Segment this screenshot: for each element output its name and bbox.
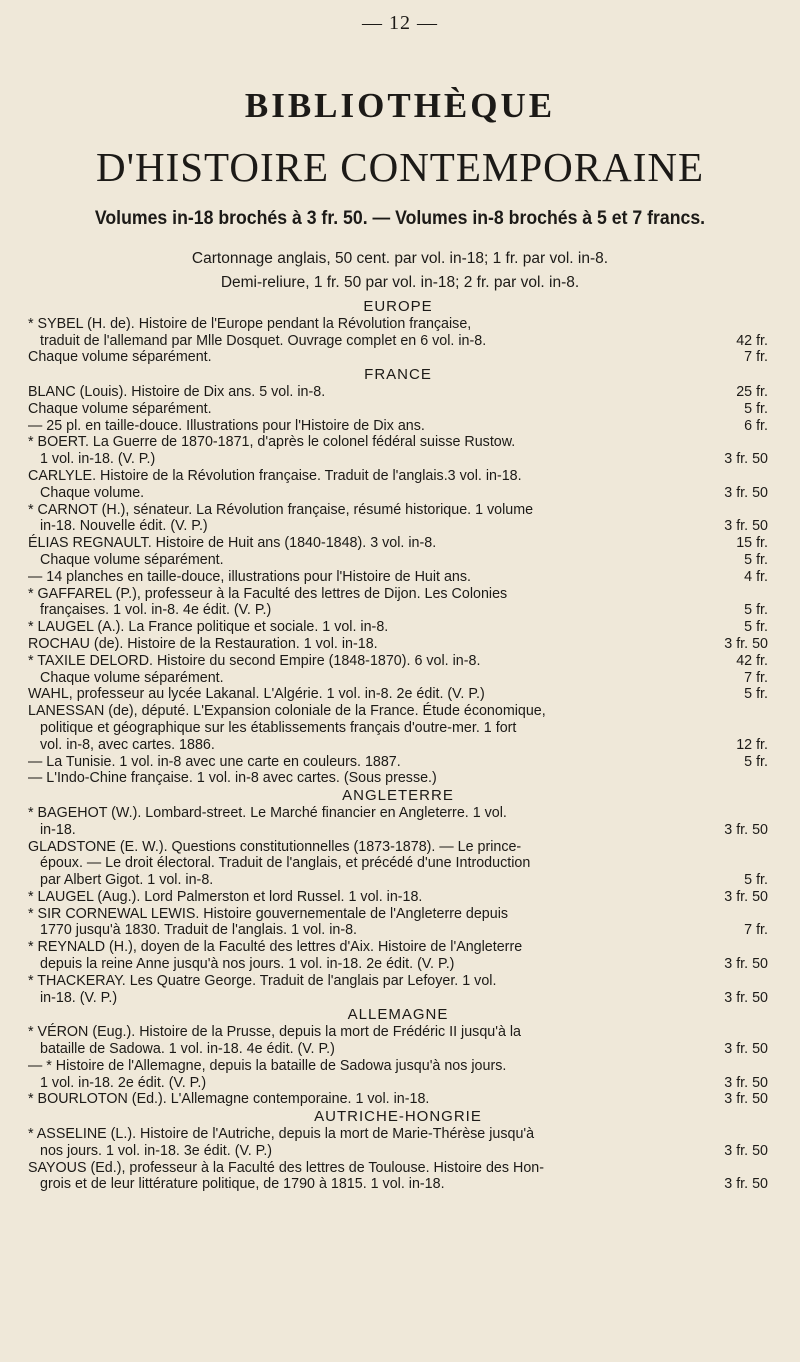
section-heading-france: FRANCE xyxy=(364,366,432,384)
entry-taxile-delord: * TAXILE DELORD. Histoire du second Empire (1848-1870). 6 vol. in-8. 42 fr. xyxy=(28,652,768,669)
entry-thackeray: * THACKERAY. Les Quatre George. Traduit de l'anglais par Lefoyer. 1 vol. in-18. (V. P.) 3 fr. 50 xyxy=(28,972,768,1006)
entry-rochau: ROCHAU (de). Histoire de la Restauration. 1 vol. in-18. 3 fr. 50 xyxy=(28,635,768,652)
entry-laugel-palmerston: * LAUGEL (Aug.). Lord Palmerston et lord Russel. 1 vol. in-18. 3 fr. 50 xyxy=(28,888,768,905)
entry-veron-allemagne: — * Histoire de l'Allemagne, depuis la bataille de Sadowa jusqu'à nos jours. 1 vol. in-18. 2e édit. (V. P.) 3 fr. 50 xyxy=(28,1057,768,1091)
entry-lanessan: LANESSAN (de), député. L'Expansion coloniale de la France. Étude économique, politique et géographique sur les établissements français d'outre-mer. 1 fort vol. in-8, avec cartes. 1886. 12 fr. xyxy=(28,703,768,753)
entry-gaffarel: * GAFFAREL (P.), professeur à la Faculté des lettres de Dijon. Les Colonies françaises. 1 vol. in-8. 4e édit. (V. P.) 5 fr. xyxy=(28,585,768,619)
entry-blanc-planches: — 25 pl. en taille-douce. Illustrations pour l'Histoire de Dix ans. 6 fr. xyxy=(28,417,768,434)
title-bibliotheque: BIBLIOTHÈQUE xyxy=(244,86,556,125)
entry-elias-planches: — 14 planches en taille-douce, illustrations pour l'Histoire de Huit ans. 4 fr. xyxy=(28,568,768,585)
entry-blanc-volume: Chaque volume séparément. 5 fr. xyxy=(28,400,768,417)
title-histoire-contemporaine: D'HISTOIRE CONTEMPORAINE xyxy=(95,144,705,190)
entry-elias-regnault: ÉLIAS REGNAULT. Histoire de Huit ans (1840-1848). 3 vol. in-8. 15 fr. xyxy=(28,535,768,552)
entry-gladstone: GLADSTONE (E. W.). Questions constitutionnelles (1873-1878). — Le prince- époux. — Le droit électoral. Traduit de l'anglais, et précédé d'une Introduction par Albert Gigot. 1 vol. in-8. 5 fr. xyxy=(28,838,768,889)
entry-reynald: * REYNALD (H.), doyen de la Faculté des lettres d'Aix. Histoire de l'Angleterre depuis la reine Anne jusqu'à nos jours. 1 vol. in-18. 2e édit. (V. P.) 3 fr. 50 xyxy=(28,939,768,973)
section-heading-autriche-hongrie: AUTRICHE-HONGRIE xyxy=(314,1108,482,1126)
entry-asseline: * ASSELINE (L.). Histoire de l'Autriche, depuis la mort de Marie-Thérèse jusqu'à nos jours. 1 vol. in-18. 3e édit. (V. P.) 3 fr. 50 xyxy=(28,1126,768,1159)
entry-bourloton: * BOURLOTON (Ed.). L'Allemagne contemporaine. 1 vol. in-18. 3 fr. 50 xyxy=(28,1091,768,1108)
section-heading-angleterre: ANGLETERRE xyxy=(342,787,454,805)
entry-indo-chine: — L'Indo-Chine française. 1 vol. in-8 avec cartes. (Sous presse.) xyxy=(28,770,437,787)
demi-reliure-line: Demi-reliure, 1 fr. 50 par vol. in-18; 2 fr. par vol. in-8. xyxy=(220,274,580,291)
entry-carnot: * CARNOT (H.), sénateur. La Révolution française, résumé historique. 1 volume in-18. Nouvelle édit. (V. P.) 3 fr. 50 xyxy=(28,501,768,535)
entry-sybel: * SYBEL (H. de). Histoire de l'Europe pendant la Révolution française, traduit de l'allemand par Mlle Dosquet. Ouvrage complet en 6 vol. in-8. 42 fr. Chaque volume séparément. 7 fr. xyxy=(28,315,768,366)
section-heading-europe: EUROPE xyxy=(363,298,433,315)
subtitle-prices: Volumes in-18 brochés à 3 fr. 50. — Volumes in-8 brochés à 5 et 7 francs. xyxy=(94,208,706,229)
entry-taxile-volume: Chaque volume séparément. 7 fr. xyxy=(40,669,768,686)
entry-elias-volume: Chaque volume séparément. 5 fr. xyxy=(40,551,768,568)
cartonnage-line: Cartonnage anglais, 50 cent. par vol. in-18; 1 fr. par vol. in-8. xyxy=(191,250,609,267)
entry-wahl: WAHL, professeur au lycée Lakanal. L'Algérie. 1 vol. in-8. 2e édit. (V. P.) 5 fr. xyxy=(28,686,768,703)
catalog-body xyxy=(28,298,768,1193)
entry-carlyle: CARLYLE. Histoire de la Révolution française. Traduit de l'anglais.3 vol. in-18. Chaque volume. 3 fr. 50 xyxy=(28,467,768,501)
entry-blanc: BLANC (Louis). Histoire de Dix ans. 5 vol. in-8. 25 fr. xyxy=(28,383,768,400)
entry-laugel-france: * LAUGEL (A.). La France politique et sociale. 1 vol. in-8. 5 fr. xyxy=(28,619,768,636)
entry-bagehot: * BAGEHOT (W.). Lombard-street. Le Marché financier en Angleterre. 1 vol. in-18. 3 fr. 50 xyxy=(28,804,768,838)
entry-cornewal-lewis: * SIR CORNEWAL LEWIS. Histoire gouvernementale de l'Angleterre depuis 1770 jusqu'à 1830. Traduit de l'anglais. 1 vol. in-8. 7 fr. xyxy=(28,905,768,939)
section-heading-allemagne: ALLEMAGNE xyxy=(347,1006,449,1024)
entry-veron-prusse: * VÉRON (Eug.). Histoire de la Prusse, depuis la mort de Frédéric II jusqu'à la bataille de Sadowa. 1 vol. in-18. 4e édit. (V. P.) 3 fr. 50 xyxy=(28,1024,768,1058)
entry-sayous: SAYOUS (Ed.), professeur à la Faculté des lettres de Toulouse. Histoire des Hon- grois et de leur littérature politique, de 1790 à 1815. 1 vol. in-18. 3 fr. 50 xyxy=(28,1159,768,1193)
page-number: — 12 — xyxy=(362,12,438,34)
entry-tunisie: — La Tunisie. 1 vol. in-8 avec une carte en couleurs. 1887. 5 fr. xyxy=(28,753,768,770)
entry-boert: * BOERT. La Guerre de 1870-1871, d'après le colonel fédéral suisse Rustow. 1 vol. in-18. (V. P.) 3 fr. 50 xyxy=(28,434,768,468)
